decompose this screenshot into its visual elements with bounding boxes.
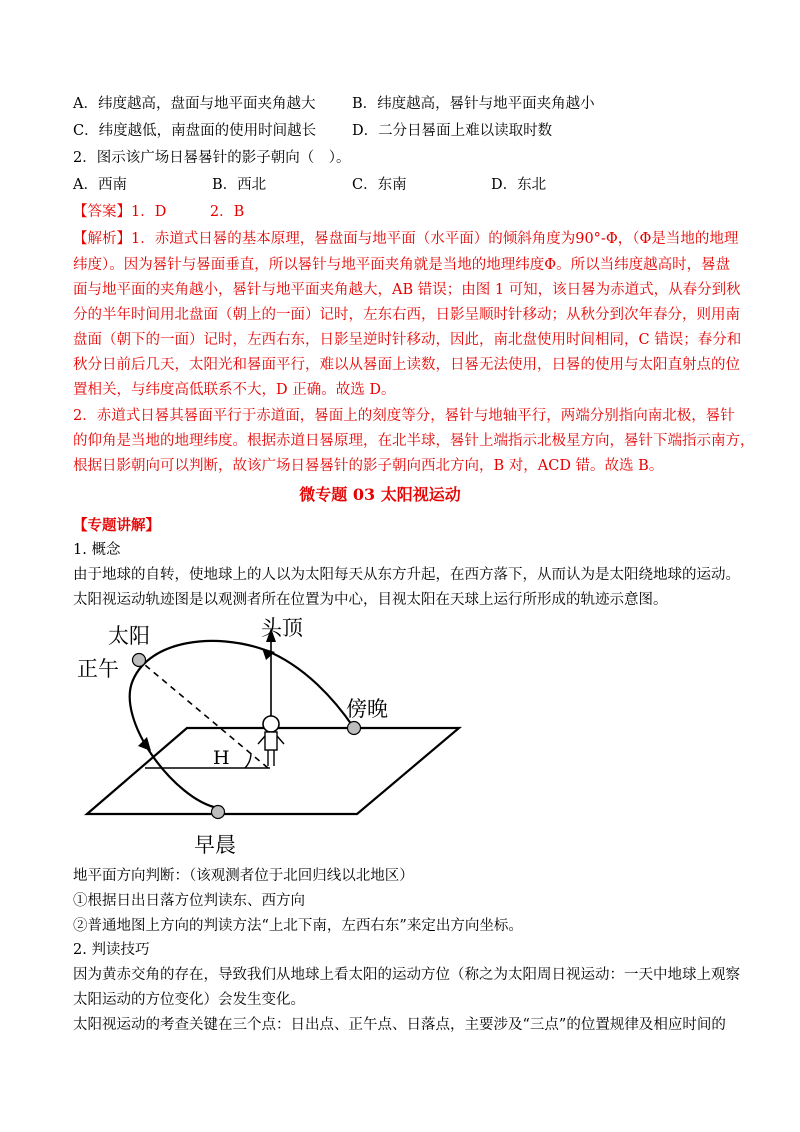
- q2-option-c: C．东南: [352, 177, 407, 193]
- concept-text: 由于地球的自转，使地球上的人以为太阳每天从东方升起，在西方落下，从而认为是太阳绕地球的运动。: [73, 567, 740, 583]
- sun-path-diagram: [75, 610, 475, 860]
- label-h: H: [213, 747, 230, 769]
- q1-option-b: B．纬度越高，晷针与地平面夹角越小: [352, 96, 595, 112]
- q2-stem: 2．图示该广场日晷晷针的影子朝向（ ）。: [73, 150, 351, 166]
- direction-text: 地平面方向判断：（该观测者位于北回归线以北地区）: [73, 868, 414, 884]
- sun-path: [130, 641, 354, 808]
- label-morning: 早晨: [194, 833, 236, 857]
- q2-option-a: A．西南: [73, 177, 127, 193]
- q2-option-d: D．东北: [491, 177, 547, 193]
- analysis-line: 【解析】1．赤道式日晷的基本原理，晷盘面与地平面（水平面）的倾斜角度为90°-Φ，（Φ是当地的地理: [73, 231, 739, 247]
- q1-option-d: D．二分日晷面上难以读取时数: [352, 123, 553, 139]
- label-noon: 正午: [77, 657, 119, 681]
- direction-text: ①根据日出日落方位判读东、西方向: [73, 893, 305, 909]
- concept-title: 1. 概念: [73, 542, 121, 558]
- skill-text: 太阳视运动的考查关键在三个点：日出点、正午点、日落点，主要涉及“三点”的位置规律及相应时间的: [73, 1017, 726, 1033]
- analysis-line: 纬度）。因为晷针与晷面垂直，所以晷针与地平面夹角就是当地的地理纬度Φ。所以当纬度越高时，晷盘: [73, 257, 731, 273]
- concept-text: 太阳视运动轨迹图是以观测者所在位置为中心，目视太阳在天球上运行所形成的轨迹示意图。: [73, 592, 668, 608]
- q2-option-b: B．西北: [212, 177, 267, 193]
- label-sun: 太阳: [108, 624, 150, 648]
- analysis-line: 根据日影朝向可以判断，故该广场日晷晷针的影子朝向西北方向，B 对，ACD 错。故选 B。: [73, 458, 664, 474]
- label-evening: 傍晚: [346, 697, 388, 721]
- direction-text: ②普通地图上方向的判读方法“上北下南，左西右东”来定出方向坐标。: [73, 918, 523, 934]
- evening-sun-dot: [348, 722, 361, 735]
- q1-option-c: C．纬度越低，南盘面的使用时间越长: [73, 123, 317, 139]
- analysis-line: 2．赤道式日晷其晷面平行于赤道面，晷面上的刻度等分，晷针与地轴平行，两端分别指向南北极，晷针: [73, 408, 735, 424]
- section-heading: 微专题 03 太阳视运动: [299, 485, 461, 504]
- analysis-line: 盘面（朝下的一面）记时，左西右东，日影呈逆时针移动，因此，南北盘使用时间相同，C 错误；春分和: [73, 332, 742, 348]
- angle-arc: [245, 753, 251, 768]
- answer-line: 【答案】1．D 2．B: [73, 204, 245, 220]
- observer-icon: [258, 716, 284, 766]
- analysis-line: 的仰角是当地的地理纬度。根据赤道日晷原理，在北半球，晷针上端指示北极星方向，晷针下端指示南方，: [73, 433, 755, 449]
- analysis-line: 置相关，与纬度高低联系不大，D 正确。故选 D。: [73, 382, 396, 398]
- section-tag: 【专题讲解】: [73, 517, 160, 534]
- morning-sun-dot: [212, 806, 225, 819]
- label-zenith: 头顶: [261, 616, 303, 640]
- skill-text: 太阳运动的方位变化）会发生变化。: [73, 992, 305, 1008]
- q1-option-a: A．纬度越高，盘面与地平面夹角越大: [73, 96, 316, 112]
- direction-arrow: [138, 737, 151, 751]
- skill-text: 因为黄赤交角的存在，导致我们从地球上看太阳的运动方位（称之为太阳周日视运动：一天中地球上观察: [73, 967, 740, 983]
- analysis-line: 面与地平面的夹角越小，晷针与地平面夹角越大，AB 错误；由图 1 可知，该日晷为赤道式，从春分到秋: [73, 282, 741, 298]
- skill-title: 2. 判读技巧: [73, 942, 150, 958]
- analysis-line: 分的半年时间用北盘面（朝上的一面）记时，左东右西，日影呈顺时针移动；从秋分到次年春分，则用南: [73, 307, 740, 323]
- analysis-line: 秋分日前后几天，太阳光和晷面平行，难以从晷面上读数，日晷无法使用，日晷的使用与太阳直射点的位: [73, 357, 740, 373]
- noon-sun-dot: [133, 654, 146, 667]
